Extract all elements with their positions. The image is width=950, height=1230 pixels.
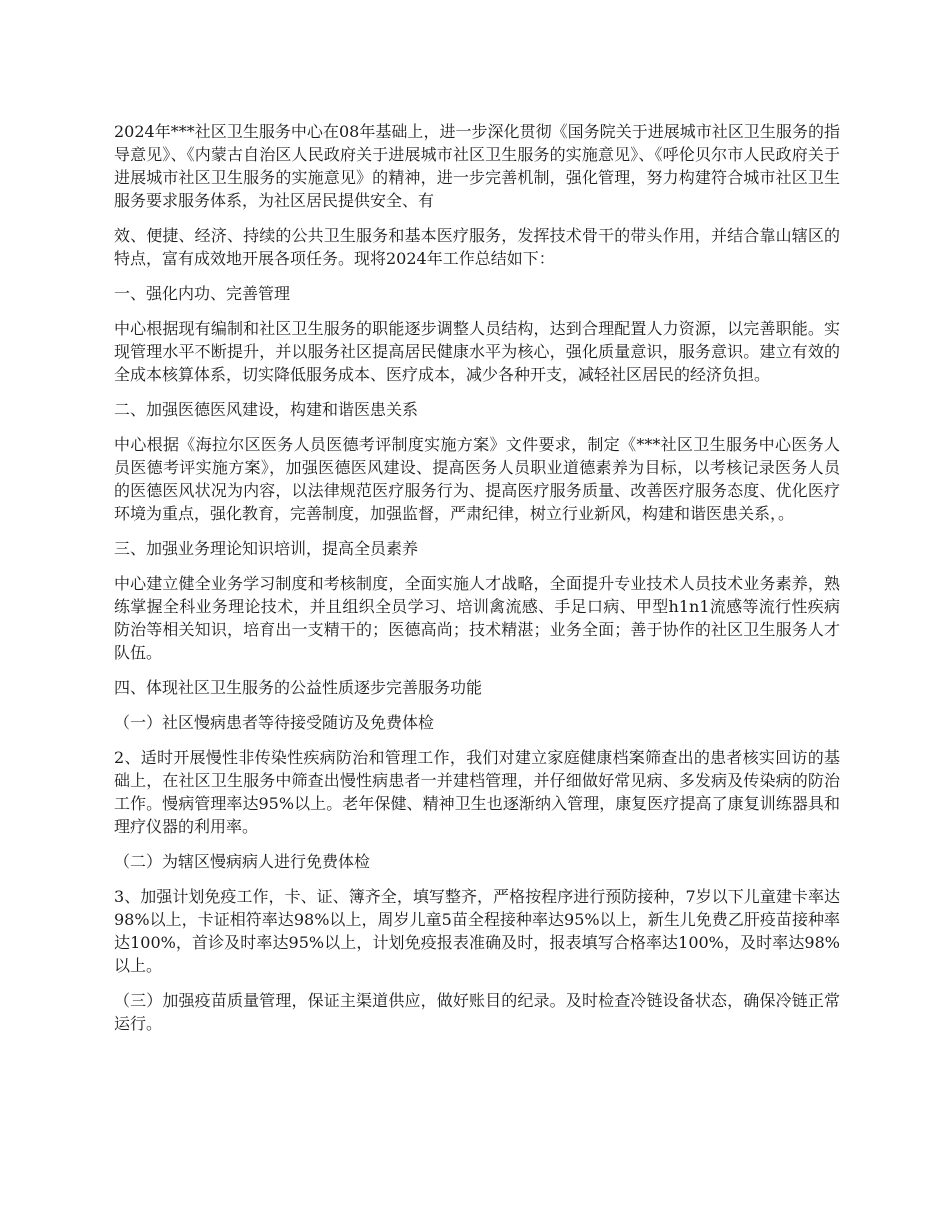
subsection-3-paragraph: （三）加强疫苗质量管理，保证主渠道供应，做好账目的纪录。及时检查冷链设备状态，确保冷链正常运行。 <box>114 991 840 1033</box>
document-body <box>114 120 840 1047</box>
section-heading-1: 一、强化内功、完善管理 <box>114 284 291 303</box>
section-1-paragraph: 中心根据现有编制和社区卫生服务的职能逐步调整人员结构，达到合理配置人力资源，以完善职能。实现管理水平不断提升，并以服务社区提高居民健康水平为核心，强化质量意识，服务意识。建立有效的全成本核算体系，切实降低服务成本、医疗成本，减少各种开支，减轻社区居民的经济负担。 <box>114 319 840 384</box>
section-3-paragraph: 中心建立健全业务学习制度和考核制度，全面实施人才战略，全面提升专业技术人员技术业务素养，熟练掌握全科业务理论技术，并且组织全员学习、培训禽流感、手足口病、甲型h1n1流感等流行性疾病防治等相关知识，培育出一支精干的；医德高尚；技术精湛；业务全面；善于协作的社区卫生服务人才队伍。 <box>114 574 840 662</box>
subsection-heading-2: （二）为辖区慢病病人进行免费体检 <box>114 852 371 871</box>
section-heading-2: 二、加强医德医风建设，构建和谐医患关系 <box>114 400 419 419</box>
section-2-paragraph: 中心根据《海拉尔区医务人员医德考评制度实施方案》文件要求，制定《***社区卫生服务中心医务人员医德考评实施方案》，加强医德医风建设、提高医务人员职业道德素养为目标，以考核记录医务人员的医德医风状况为内容，以法律规范医疗服务行为、提高医疗服务质量、改善医疗服务态度、优化医疗环境为重点，强化教育，完善制度，加强监督，严肃纪律，树立行业新风，构建和谐医患关系，。 <box>114 435 840 523</box>
item-2-paragraph: 2、适时开展慢性非传染性疾病防治和管理工作，我们对建立家庭健康档案筛查出的患者核实回访的基础上，在社区卫生服务中筛查出慢性病患者一并建档管理，并仔细做好常见病、多发病及传染病的防治工作。慢病管理率达95%以上。老年保健、精神卫生也逐渐纳入管理，康复医疗提高了康复训练器具和理疗仪器的利用率。 <box>114 748 840 836</box>
section-heading-3: 三、加强业务理论知识培训，提高全员素养 <box>114 539 419 558</box>
subsection-heading-1: （一）社区慢病患者等待接受随访及免费体检 <box>114 713 435 732</box>
intro-continuation-paragraph: 效、便捷、经济、持续的公共卫生服务和基本医疗服务，发挥技术骨干的带头作用，并结合靠山辖区的特点，富有成效地开展各项任务。现将2024年工作总结如下： <box>114 226 840 268</box>
item-3-paragraph: 3、加强计划免疫工作，卡、证、簿齐全，填写整齐，严格按程序进行预防接种，7岁以下儿童建卡率达98%以上，卡证相符率达98%以上，周岁儿童5苗全程接种率达95%以上，新生儿免费乙肝疫苗接种率达100%，首诊及时率达95%以上，计划免疫报表准确及时，报表填写合格率达100%，及时率达98%以上。 <box>114 887 840 975</box>
section-heading-4: 四、体现社区卫生服务的公益性质逐步完善服务功能 <box>114 678 483 697</box>
intro-paragraph: 2024年***社区卫生服务中心在08年基础上，进一步深化贯彻《国务院关于进展城市社区卫生服务的指导意见》、《内蒙古自治区人民政府关于进展城市社区卫生服务的实施意见》、《呼伦贝尔市人民政府关于进展城市社区卫生服务的实施意见》的精神，进一步完善机制，强化管理，努力构建符合城市社区卫生服务要求服务体系，为社区居民提供安全、有 <box>114 122 840 210</box>
